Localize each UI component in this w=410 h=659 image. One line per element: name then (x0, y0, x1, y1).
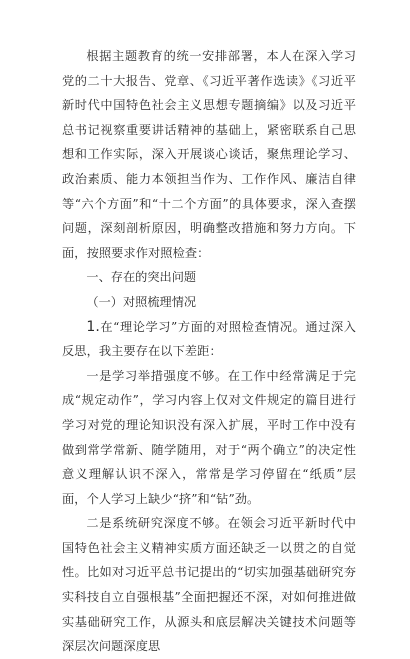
section-heading: 一、存在的突出问题 (86, 270, 197, 285)
point-two-paragraph: 二是系统研究深度不够。在领会习近平新时代中国特色社会主义精神实质方面还缺乏一以贯之的自觉性。比如对习近平总书记提出的“切实加强基础研究夯实科技自立自强根基”全面把握还不深，对如何推进做实基础研究工作，从源头和底层解决关键技术问题等深层次问题深度思 (62, 516, 356, 654)
point-one-paragraph: 一是学习举措强度不够。在工作中经常满足于完成“规定动作”，学习内容上仅对文件规定的篇目进行学习对党的理论知识没有深入扩展，平时工作中没有做到常学常新、随学随用，对于“两个确立”的决定性意义理解认识不深入，常常是学习停留在“纸质”层面，个人学习上缺少“挤”和“钻”劲。 (62, 368, 356, 506)
item-paragraph (62, 315, 356, 364)
intro-paragraph: 根据主题教育的统一安排部署，本人在深入学习党的二十大报告、党章、《习近平著作选读》《习近平新时代中国特色社会主义思想专题摘编》以及习近平总书记视察重要讲话精神的基础上，紧密联系自己思想和工作实际，深入开展谈心谈话，聚焦理论学习、政治素质、能力本领担当作为、工作作风、廉洁自律等“六个方面”和“十二个方面”的具体要求，深入查摆问题，深刻剖析原因，明确整改措施和努力方向。下面，按照要求作对照检查： (62, 49, 356, 260)
item-text: 在“理论学习”方面的对照检查情况。通过深入反思，我主要存在以下差距： (62, 319, 356, 359)
subsection-heading: （一）对照梳理情况 (86, 294, 197, 309)
document-page (62, 44, 356, 659)
item-number: 1. (86, 318, 100, 335)
